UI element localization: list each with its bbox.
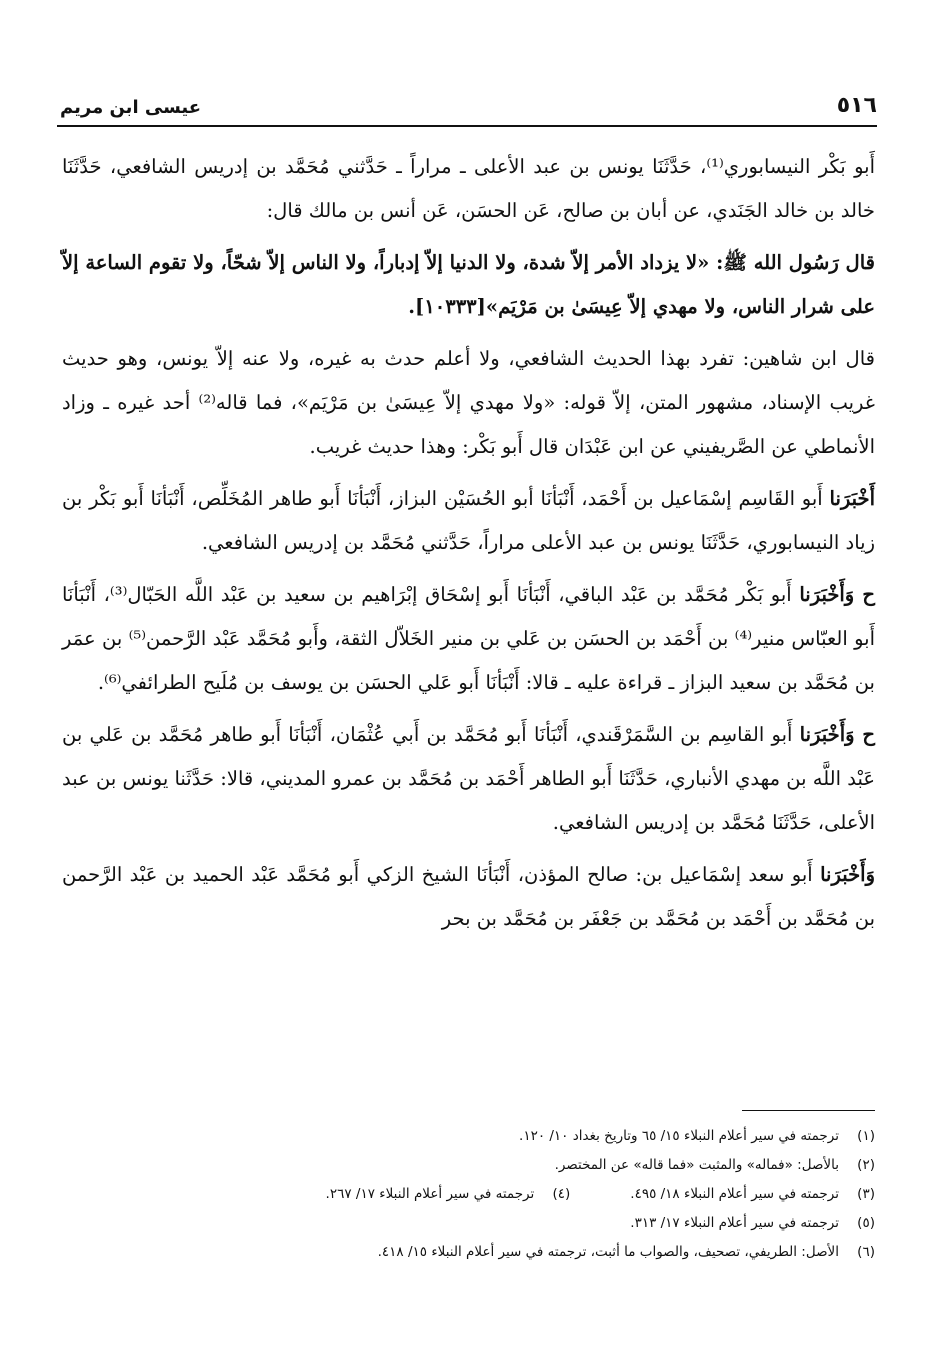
page-header bbox=[60, 88, 877, 118]
footnote-3-4 bbox=[62, 1180, 875, 1209]
paragraph-5: ح وَأَخْبَرَنا أَبو بَكْر مُحَمَّد بن عَبْد الباقي، أَنْبَأنَا أَبو إسْحَاق إبْرَاهيم بن سعيد بن عَبْد اللَّه الحَبّال⁽³⁾، أَنْبَأنَا أَبو العبّاس منير⁽⁴⁾ بن أَحْمَد بن الحسَن بن عَلي بن منير الخَلاّل الثقة، وأَبو مُحَمَّد عَبْد الرَّحمن⁽⁵⁾ بن عمَر بن مُحَمَّد بن سعيد البزاز ـ قراءة عليه ـ قالا: أَنْبَأنَا أَبو عَلي الحسَن بن يوسف بن مُلَيح الطرائفي⁽⁶⁾. bbox=[62, 583, 876, 694]
footnote-rule bbox=[742, 1110, 875, 1111]
paragraph-7: وَأَخْبَرَنا أَبو سعد إسْمَاعيل بن: صالح المؤذن، أَنْبَأنَا الشيخ الزكي أَبو مُحَمَّد عَبْد الحميد بن عَبْد الرَّحمن بن مُحَمَّد بن أَحْمَد بن مُحَمَّد بن جَعْفَر بن مُحَمَّد بن بحر bbox=[62, 863, 875, 930]
footnotes bbox=[62, 1122, 875, 1267]
footnote-5: (٥) ترجمته في سير أعلام النبلاء ١٧/ ٣١٣. bbox=[630, 1215, 875, 1231]
footnote-1: (١) ترجمته في سير أعلام النبلاء ١٥/ ٦٥ وتاريخ بغداد ١٠/ ١٢٠. bbox=[519, 1128, 875, 1144]
footnote-3: (٣) ترجمته في سير أعلام النبلاء ١٨/ ٤٩٥. bbox=[630, 1186, 875, 1202]
paragraph-6: ح وَأَخْبَرَنا أَبو القاسِم بن السَّمَرْقَندي، أَنْبَأنَا أَبو مُحَمَّد بن أَبي عُثْمَان، أَنْبَأنَا أَبو طاهر مُحَمَّد بن عَلي بن عَبْد اللَّه بن مهدي الأنباري، حَدَّثَنَا أَبو الطاهر أَحْمَد بن مُحَمَّد بن عمرو المديني، قالا: حَدَّثَنا يونس بن عبد الأعلى، حَدَّثَنَا مُحَمَّد بن إدريس الشافعي. bbox=[62, 723, 875, 834]
isnad-lead: ح وَأَخْبَرَنا bbox=[799, 583, 876, 606]
running-title: عيسى ابن مريم bbox=[60, 97, 202, 118]
isnad-lead: أَخْبَرَنا bbox=[829, 487, 875, 510]
paragraph-1: أَبو بَكْر النيسابوري⁽¹⁾، حَدَّثَنَا يونس بن عبد الأعلى ـ مراراً ـ حَدَّثني مُحَمَّد بن إدريس الشافعي، حَدَّثَنَا خالد بن خالد الجَنَدي، عن أبان بن صالح، عَن الحسَن، عَن أنس بن مالك قال: bbox=[62, 155, 875, 222]
page-number: ٥١٦ bbox=[836, 93, 877, 118]
footnote-6: (٦) الأصل: الطريفي، تصحيف، والصواب ما أثبت، ترجمته في سير أعلام النبلاء ١٥/ ٤١٨. bbox=[377, 1244, 875, 1260]
paragraph-4: أَخْبَرَنا أَبو القَاسِم إسْمَاعيل بن أَحْمَد، أَنْبَأنَا أبو الحُسَيْن البزاز، أَنْبَأنَا أَبو طاهر المُخَلِّص، أَنْبَأنَا أَبو بَكْر بن زياد النيسابوري، حَدَّثَنَا يونس بن عبد الأعلى مراراً، حَدَّثني مُحَمَّد بن إدريس الشافعي. bbox=[62, 487, 875, 554]
isnad-lead: وَأَخْبَرَنا bbox=[820, 863, 875, 886]
header-rule bbox=[57, 125, 877, 127]
main-text bbox=[62, 145, 875, 949]
paragraph-3: قال ابن شاهين: تفرد بهذا الحديث الشافعي، ولا أعلم حدث به غيره، ولا عنه إلاّ يونس، وهو حديث غريب الإسناد، مشهور المتن، إلاّ قوله: «ولا مهدي إلاّ عِيسَىٰ بن مَرْيَم»، فما قاله⁽²⁾ أحد غيره ـ وزاد الأنماطي عن الصَّريفيني عن ابن عَبْدَان قال أَبو بَكْر: وهذا حديث غريب. bbox=[62, 347, 875, 458]
hadith-text: قال رَسُول الله ﷺ: «لا يزداد الأمر إلاّ شدة، ولا الدنيا إلاّ إدباراً، ولا الناس إلاّ شحّاً، ولا تقوم الساعة إلاّ على شرار الناس، ولا مهدي إلاّ عِيسَىٰ بن مَرْيَم»[١٠٣٣٣]. bbox=[62, 251, 875, 318]
isnad-lead: ح وَأَخْبَرَنا bbox=[799, 723, 875, 746]
footnote-2: (٢) بالأصل: «فماله» والمثبت «فما قاله» عن المختصر. bbox=[554, 1157, 875, 1173]
footnote-4: (٤) ترجمته في سير أعلام النبلاء ١٧/ ٢٦٧. bbox=[325, 1186, 571, 1202]
